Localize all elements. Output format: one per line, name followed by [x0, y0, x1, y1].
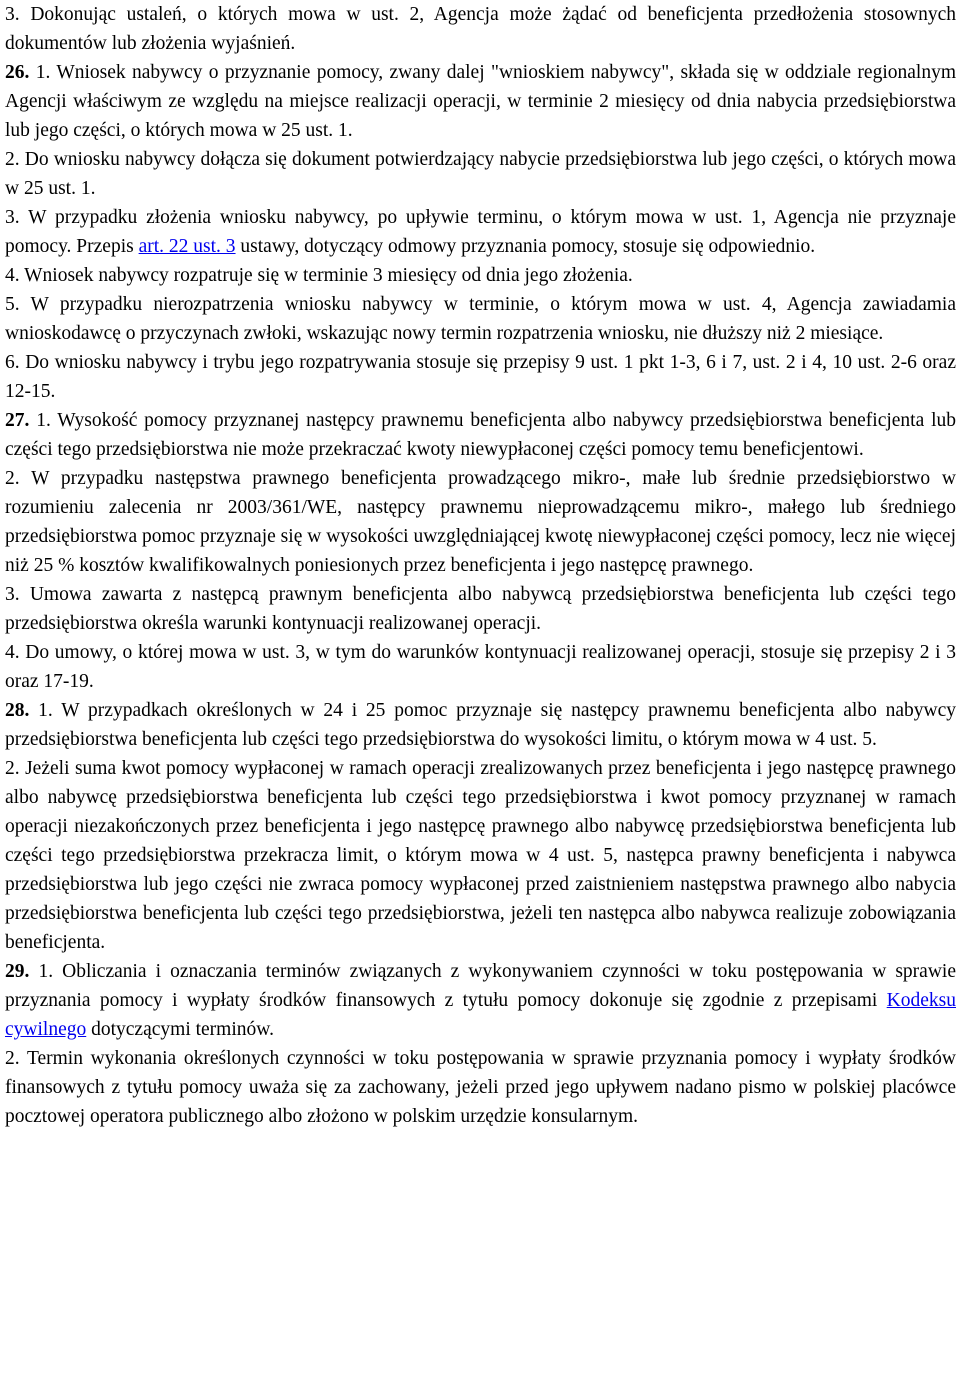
paragraph-text: 3. Umowa zawarta z następcą prawnym beneficjenta albo nabywcą przedsiębiorstwa beneficjenta lub części tego przedsiębiorstwa określa warunki kontynuacji realizowanej operacji. [5, 584, 956, 634]
paragraph-p26-3b [5, 203, 956, 261]
document-page [5, 0, 956, 1131]
paragraph-p28-2 [5, 754, 956, 957]
paragraph-text: 5. W przypadku nierozpatrzenia wniosku nabywcy w terminie, o którym mowa w ust. 4, Agencja zawiadamia wnioskodawcę o przyczynach zwłoki, wskazując nowy termin rozpatrzenia wniosku, nie dłuższy niż 2 miesiące. [5, 294, 956, 344]
section-number: 28. [5, 700, 30, 721]
paragraph-p27-1 [5, 406, 956, 464]
paragraph-text: 3. Dokonując ustaleń, o których mowa w ust. 2, Agencja może żądać od beneficjenta przedłożenia stosownych dokumentów lub złożenia wyjaśnień. [5, 4, 956, 54]
paragraph-text: 1. Wniosek nabywcy o przyznanie pomocy, zwany dalej "wnioskiem nabywcy", składa się w oddziale regionalnym Agencji właściwym ze względu na miejsce realizacji operacji, w terminie 2 miesięcy od dnia nabycia przedsiębiorstwa lub jego części, o których mowa w 25 ust. 1. [5, 62, 956, 141]
legal-reference-link[interactable]: Kodeksu cywilnego [5, 990, 956, 1040]
paragraph-p26-5 [5, 290, 956, 348]
paragraph-text: 1. Obliczania i oznaczania terminów związanych z wykonywaniem czynności w toku postępowania w sprawie przyznania pomocy i wypłaty środków finansowych z tytułu pomocy dokonuje się zgodnie z przepisami [5, 961, 956, 1011]
paragraph-text: 2. Jeżeli suma kwot pomocy wypłaconej w ramach operacji zrealizowanych przez beneficjenta i jego następcę prawnego albo nabywcę przedsiębiorstwa beneficjenta lub części tego przedsiębiorstwa i kwot pomocy przyznanej w ramach operacji niezakończonych przez beneficjenta i jego następcę prawnego albo nabywcę przedsiębiorstwa beneficjenta lub części tego przedsiębiorstwa przekracza limit, o którym mowa w 4 ust. 5, następca prawny beneficjenta i nabywca przedsiębiorstwa lub jego części nie zwraca pomocy wypłaconej przed zaistnieniem następstwa prawnego albo nabycia przedsiębiorstwa beneficjenta lub części tego przedsiębiorstwa, jeżeli ten następca albo nabywca realizuje zobowiązania beneficjenta. [5, 758, 956, 953]
paragraph-p28-1 [5, 696, 956, 754]
paragraph-text: 1. Wysokość pomocy przyznanej następcy prawnemu beneficjenta albo nabywcy przedsiębiorstwa beneficjenta lub części tego przedsiębiorstwa nie może przekraczać kwoty niewypłaconej części pomocy temu beneficjentowi. [5, 410, 956, 460]
paragraph-p26-3 [5, 0, 956, 58]
paragraph-p26-6 [5, 348, 956, 406]
paragraph-p29-1 [5, 957, 956, 1044]
paragraph-text: dotyczącymi terminów. [86, 1019, 274, 1040]
paragraph-p27-3 [5, 580, 956, 638]
paragraph-text: 6. Do wniosku nabywcy i trybu jego rozpatrywania stosuje się przepisy 9 ust. 1 pkt 1-3, 6 i 7, ust. 2 i 4, 10 ust. 2-6 oraz 12-15. [5, 352, 956, 402]
paragraph-p27-4 [5, 638, 956, 696]
paragraph-text: 3. W przypadku złożenia wniosku nabywcy, po upływie terminu, o którym mowa w ust. 1, Agencja nie przyznaje pomocy. Przepis [5, 207, 956, 257]
paragraph-text: 4. Do umowy, o której mowa w ust. 3, w tym do warunków kontynuacji realizowanej operacji, stosuje się przepisy 2 i 3 oraz 17-19. [5, 642, 956, 692]
paragraph-text: 2. W przypadku następstwa prawnego beneficjenta prowadzącego mikro-, małe lub średnie przedsiębiorstwo w rozumieniu zalecenia nr 2003/361/WE, następcy prawnemu nieprowadzącemu mikro-, małego lub średniego przedsiębiorstwa pomoc przyznaje się w wysokości uwzględniającej kwotę niewypłaconej części pomocy, lecz nie więcej niż 25 % kosztów kwalifikowalnych poniesionych przez beneficjenta i jego następcę prawnego. [5, 468, 956, 576]
legal-reference-link[interactable]: art. 22 ust. 3 [138, 236, 236, 257]
paragraph-p26-1 [5, 58, 956, 145]
paragraph-p27-2 [5, 464, 956, 580]
paragraph-p26-4 [5, 261, 956, 290]
section-number: 26. [5, 62, 30, 83]
section-number: 29. [5, 961, 30, 982]
paragraph-p26-2 [5, 145, 956, 203]
paragraph-text: ustawy, dotyczący odmowy przyznania pomocy, stosuje się odpowiednio. [235, 236, 816, 257]
paragraph-text: 4. Wniosek nabywcy rozpatruje się w terminie 3 miesięcy od dnia jego złożenia. [5, 265, 633, 286]
paragraph-text: 2. Do wniosku nabywcy dołącza się dokument potwierdzający nabycie przedsiębiorstwa lub jego części, o których mowa w 25 ust. 1. [5, 149, 956, 199]
section-number: 27. [5, 410, 30, 431]
paragraph-text: 1. W przypadkach określonych w 24 i 25 pomoc przyznaje się następcy prawnemu beneficjenta albo nabywcy przedsiębiorstwa beneficjenta lub części tego przedsiębiorstwa do wysokości limitu, o którym mowa w 4 ust. 5. [5, 700, 956, 750]
paragraph-p29-2 [5, 1044, 956, 1131]
paragraph-text: 2. Termin wykonania określonych czynności w toku postępowania w sprawie przyznania pomocy i wypłaty środków finansowych z tytułu pomocy uważa się za zachowany, jeżeli przed jego upływem nadano pismo w polskiej placówce pocztowej operatora publicznego albo złożono w polskim urzędzie konsularnym. [5, 1048, 956, 1127]
